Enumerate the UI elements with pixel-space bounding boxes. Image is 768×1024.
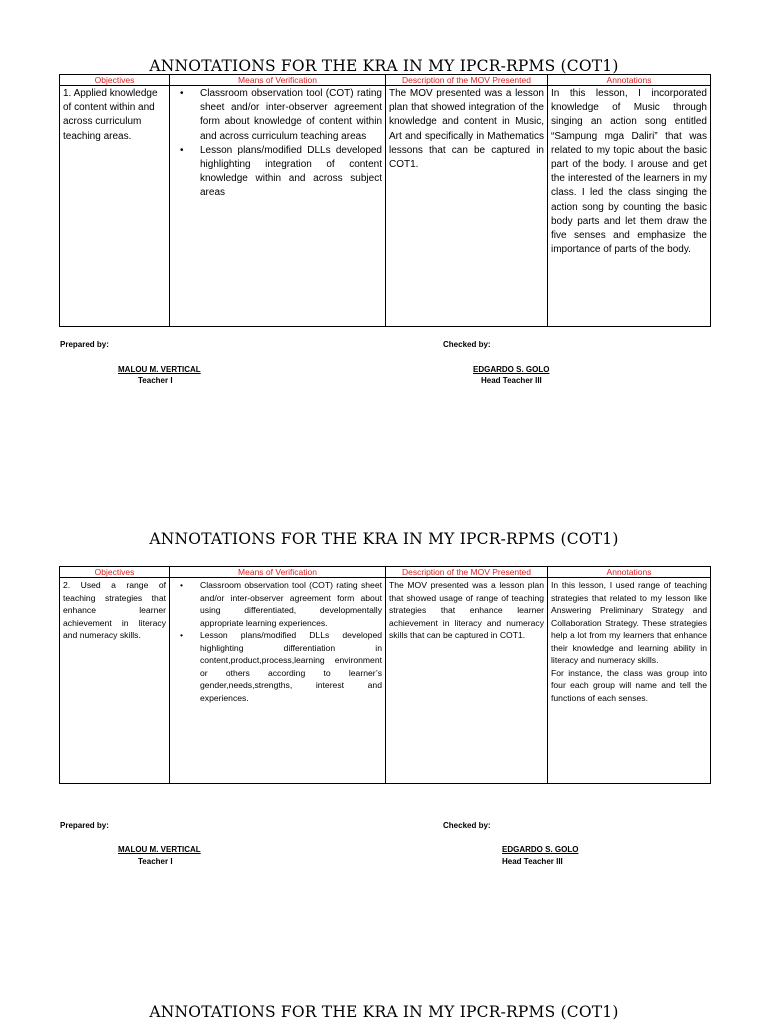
header-objectives: Objectives [60,75,170,86]
checker-name: EDGARDO S. GOLO [473,365,550,374]
objective-cell [60,86,170,327]
checker-name: EDGARDO S. GOLO [502,845,579,854]
preparer-name: MALOU M. VERTICAL [118,365,201,374]
kra-table-1 [59,74,711,327]
checked-by-label: Checked by: [443,821,491,830]
means-item: • Lesson plans/modified DLLs developed highlighting differentiation in content,product,process,learning environment or others according to learner’s gender,needs,strengths, interest and experiences. [200,629,382,704]
means-list [173,87,382,201]
annotation-text: In this lesson, I used range of teaching strategies that related to my lesson like Answering Preliminary Strategy and Collaboration Strategy. These strategies help a lot from my learners that enhance their knowledge and learning ability in literacy and numeracy skills. [551,580,707,665]
description-text: The MOV presented was a lesson plan that showed integration of the knowledge and content in Music, Art and specifically in Mathematics lessons that can be captured in COT1. [389,88,544,171]
header-means-of-verification: Means of Verification [170,567,386,578]
header-mov-description: Description of the MOV Presented [386,567,548,578]
description-cell [386,578,548,784]
preparer-name: MALOU M. VERTICAL [118,845,201,854]
header-objectives: Objectives [60,567,170,578]
annotation-text: In this lesson, I incorporated knowledge of Music through singing an action song entitled “Sampung mga Daliri” that was related to my topic about the basic part of the body. I arouse and get the interested of the learners in my class. I led the class singing the action song by counting the basic body parts and let them draw the five senses and emphasize the importance of parts of the body. [551,88,707,256]
prepared-by-label: Prepared by: [60,340,109,349]
table-header-row [60,567,711,578]
checker-title: Head Teacher III [502,857,563,866]
kra-table-2 [59,566,711,784]
section-3-title: ANNOTATIONS FOR THE KRA IN MY IPCR-RPMS (COT1) [149,1003,619,1021]
means-item: • Classroom observation tool (COT) rating sheet and/or inter-observer agreement form about using differentiated, developmentally appropriate learning experiences. [200,579,382,629]
checked-by-label: Checked by: [443,340,491,349]
preparer-title: Teacher I [138,857,173,866]
description-cell [386,86,548,327]
section-2-title: ANNOTATIONS FOR THE KRA IN MY IPCR-RPMS (COT1) [149,530,619,548]
means-cell [170,86,386,327]
table-row [60,86,711,327]
objective-text: 2. Used a range of teaching strategies that enhance learner achievement in literacy and numeracy skills. [63,580,166,640]
annotation-text-2: For instance, the class was group into four each group will name and tell the functions of each senses. [551,667,707,703]
table-header-row [60,75,711,86]
section-1-title: ANNOTATIONS FOR THE KRA IN MY IPCR-RPMS (COT1) [149,57,619,75]
objective-text: 1. Applied knowledge of content within and across curriculum teaching areas. [63,88,158,142]
means-list [173,579,382,704]
description-text: The MOV presented was a lesson plan that showed usage of range of teaching strategies that enhance learner achievement in literacy and numeracy skills that can be captured in COT1. [389,580,544,640]
header-means-of-verification: Means of Verification [170,75,386,86]
preparer-title: Teacher I [138,376,173,385]
header-annotations: Annotations [548,75,711,86]
prepared-by-label: Prepared by: [60,821,109,830]
header-annotations: Annotations [548,567,711,578]
means-cell [170,578,386,784]
table-row [60,578,711,784]
means-item: • Lesson plans/modified DLLs developed highlighting integration of content knowledge within and across subject areas [200,144,382,201]
checker-title: Head Teacher III [481,376,542,385]
annotation-cell [548,86,711,327]
objective-cell [60,578,170,784]
header-mov-description: Description of the MOV Presented [386,75,548,86]
annotation-cell [548,578,711,784]
means-item: • Classroom observation tool (COT) rating sheet and/or inter-observer agreement form about knowledge of content within and across curriculum teaching areas [200,87,382,144]
